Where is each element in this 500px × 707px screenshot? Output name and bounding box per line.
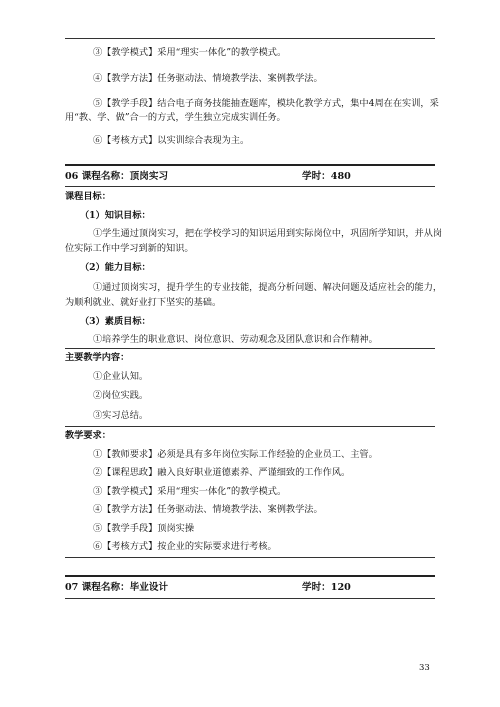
course-title: 07 课程名称：毕业设计 <box>65 582 169 593</box>
table-rule <box>65 426 435 427</box>
text-line: ③【教学模式】采用“理实一体化”的教学模式。 <box>93 47 287 58</box>
text-line: ⑥【考核方式】以实训综合表现为主。 <box>93 135 250 146</box>
text-line: 位实际工作中学习到新的知识。 <box>65 243 194 254</box>
table-rule <box>65 164 435 166</box>
table-rule <box>65 598 435 599</box>
subsection-heading: （3）素质目标： <box>80 316 151 327</box>
text-line: ①培养学生的职业意识、岗位意识、劳动观念及团队意识和合作精神。 <box>93 334 378 345</box>
course-hours: 学时：120 <box>302 582 351 593</box>
text-line: ④【教学方法】任务驱动法、情境教学法、案例教学法。 <box>93 73 323 84</box>
table-rule <box>65 38 435 39</box>
text-line: 用“教、学、做”合一的方式，学生独立完成实训任务。 <box>65 112 286 123</box>
subsection-heading: （2）能力目标： <box>80 262 151 273</box>
table-rule <box>65 557 435 558</box>
table-rule <box>65 575 435 577</box>
section-heading: 课程目标： <box>65 191 111 202</box>
text-line: ①通过顶岗实习，提升学生的专业技能，提高分析问题、解决问题及适应社会的能力， <box>93 282 443 293</box>
table-rule <box>65 186 435 187</box>
list-item: ②岗位实践。 <box>93 390 149 401</box>
list-item: ④【教学方法】任务驱动法、情境教学法、案例教学法。 <box>93 504 323 515</box>
list-item: ①企业认知。 <box>93 371 149 382</box>
list-item: ②【课程思政】融入良好职业道德素养、严谨细致的工作作风。 <box>93 467 351 478</box>
text-line: ①学生通过顶岗实习，把在学校学习的知识运用到实际岗位中，巩固所学知识，并从岗 <box>93 228 443 239</box>
course-hours: 学时：480 <box>302 171 351 182</box>
list-item: ①【教师要求】必须是具有多年岗位实际工作经验的企业员工、主管。 <box>93 449 378 460</box>
list-item: ⑤【教学手段】顶岗实操 <box>93 523 195 534</box>
text-line: ⑤【教学手段】结合电子商务技能抽查题库，模块化教学方式，集中4周在在实训，采 <box>93 98 439 109</box>
list-item: ③实习总结。 <box>93 410 149 421</box>
list-item: ⑥【考核方式】按企业的实际要求进行考核。 <box>93 541 277 552</box>
table-rule <box>65 348 435 349</box>
subsection-heading: （1）知识目标： <box>80 210 151 221</box>
text-line: 为顺利就业、就好业打下坚实的基础。 <box>65 297 222 308</box>
list-item: ③【教学模式】采用“理实一体化”的教学模式。 <box>93 486 287 497</box>
section-heading: 教学要求： <box>65 430 111 441</box>
page-number: 33 <box>419 663 430 673</box>
course-title: 06 课程名称：顶岗实习 <box>65 171 169 182</box>
section-heading: 主要教学内容： <box>65 352 130 363</box>
document-page <box>65 0 443 707</box>
